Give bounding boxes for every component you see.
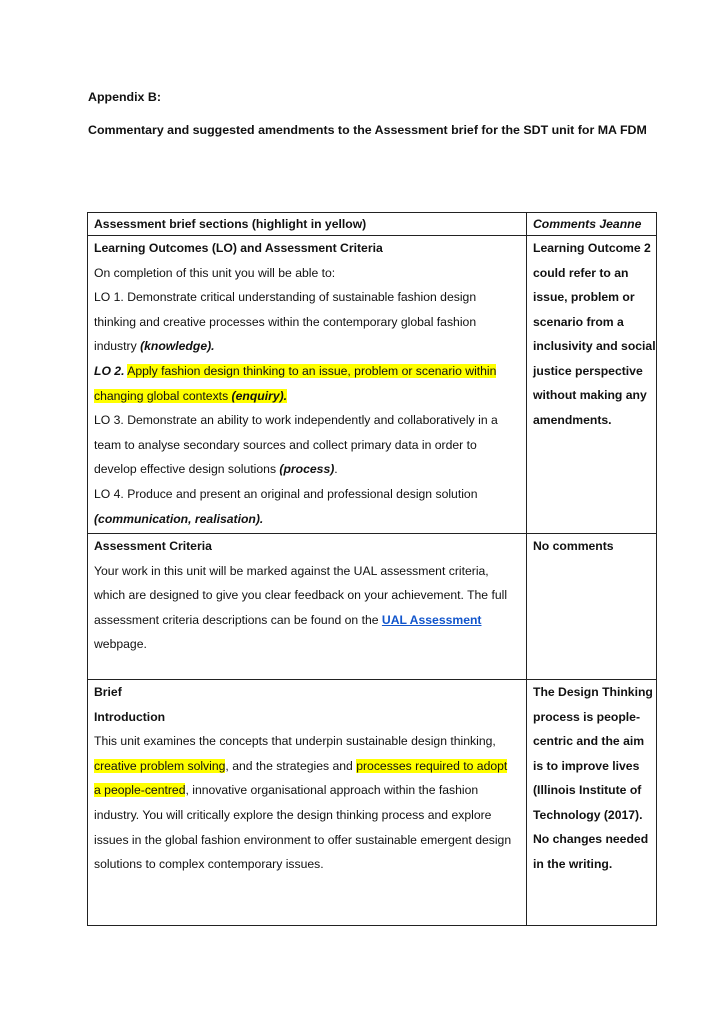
- header-comments-label: Comments Jeanne: [533, 217, 642, 231]
- brief-text: , and the strategies and: [225, 758, 357, 773]
- comment-line: in the writing.: [533, 856, 613, 871]
- comment-line: No comments: [533, 539, 614, 553]
- comment-line: (Illinois Institute of: [533, 783, 642, 797]
- lo-intro: On completion of this unit you will be able to:: [94, 265, 336, 280]
- brief-highlight: creative problem solving: [94, 758, 226, 773]
- comment-line: amendments.: [533, 412, 612, 427]
- comment-line: The Design Thinking: [533, 685, 653, 699]
- lo1-text: industry: [94, 339, 141, 354]
- brief-text: , innovative organisational approach within the fashion: [185, 783, 479, 798]
- comment-line: justice perspective: [533, 363, 643, 378]
- learning-outcomes-heading: Learning Outcomes (LO) and Assessment Criteria: [94, 241, 383, 255]
- assessment-criteria-heading: Assessment Criteria: [94, 539, 212, 553]
- lo2-line: [94, 384, 520, 409]
- brief-cell: [88, 680, 527, 926]
- comment-line: process is people-: [533, 709, 641, 724]
- lo2-label: LO 2.: [94, 363, 125, 378]
- comment-line: is to improve lives: [533, 758, 640, 773]
- brief-heading: Brief: [94, 685, 122, 699]
- lo2-line: [94, 359, 520, 384]
- comment-line: inclusivity and social: [533, 339, 656, 353]
- brief-highlight: processes required to adopt: [356, 758, 508, 773]
- lo4-line: LO 4. Produce and present an original and professional design solution: [94, 486, 478, 501]
- comment-line: without making any: [533, 388, 647, 402]
- lo3-line: LO 3. Demonstrate an ability to work independently and collaboratively in a: [94, 413, 498, 428]
- table-row: [88, 236, 657, 534]
- criteria-line: [94, 608, 520, 633]
- lo4-tag: (communication, realisation).: [94, 511, 264, 526]
- lo3-tag: (process): [279, 462, 335, 477]
- lo3-text: develop effective design solutions: [94, 462, 280, 477]
- table-row: [88, 534, 657, 680]
- lo2-text: changing global contexts: [94, 388, 232, 403]
- comment-line: Technology (2017).: [533, 807, 643, 822]
- comment-line: scenario from a: [533, 314, 624, 329]
- brief-line: industry. You will critically explore the design thinking process and explore: [94, 807, 492, 822]
- lo1-line: LO 1. Demonstrate critical understanding of sustainable fashion design: [94, 290, 477, 305]
- lo1-line: [94, 334, 520, 359]
- brief-highlight: a people-centred: [94, 783, 186, 798]
- comment-line: centric and the aim: [533, 734, 645, 748]
- header-sections-label: Assessment brief sections (highlight in yellow): [94, 217, 367, 231]
- brief-subheading: Introduction: [94, 709, 166, 724]
- assessment-criteria-cell: [88, 534, 527, 680]
- criteria-line: which are designed to give you clear feedback on your achievement. The full: [94, 588, 508, 603]
- comment-line: No changes needed: [533, 832, 649, 846]
- lo2-highlight: Apply fashion design thinking to an issue, problem or scenario within: [127, 363, 497, 378]
- brief-comment-cell: [527, 680, 657, 926]
- comment-line: could refer to an: [533, 265, 629, 280]
- criteria-text: assessment criteria descriptions can be found on the: [94, 612, 382, 627]
- brief-line: issues in the global fashion environment to offer sustainable emergent design: [94, 832, 512, 847]
- table-row: [88, 680, 657, 926]
- lo2-tag: (enquiry).: [231, 388, 288, 403]
- document-subtitle: Commentary and suggested amendments to the Assessment brief for the SDT unit for MA FDM: [88, 123, 647, 137]
- header-comments-cell: [527, 213, 657, 236]
- brief-line: This unit examines the concepts that underpin sustainable design thinking,: [94, 734, 496, 749]
- assessment-brief-table: [87, 212, 657, 926]
- lo1-line: thinking and creative processes within the contemporary global fashion: [94, 314, 477, 329]
- lo2-highlight: [94, 389, 287, 403]
- appendix-title: Appendix B:: [88, 90, 161, 104]
- learning-outcomes-comment-cell: [527, 236, 657, 534]
- lo3-line: team to analyse secondary sources and collect primary data in order to: [94, 437, 477, 452]
- lo3-line: [94, 457, 520, 482]
- criteria-line: webpage.: [94, 637, 147, 652]
- learning-outcomes-cell: [88, 236, 527, 534]
- comment-line: issue, problem or: [533, 290, 635, 304]
- comment-line: Learning Outcome 2: [533, 241, 651, 255]
- header-sections-cell: [88, 213, 527, 236]
- brief-line: [94, 778, 520, 803]
- lo3-end: .: [334, 462, 338, 477]
- brief-line: solutions to complex contemporary issues.: [94, 857, 324, 872]
- assessment-criteria-comment-cell: [527, 534, 657, 680]
- lo1-tag: (knowledge).: [140, 339, 215, 354]
- table-header-row: [88, 213, 657, 236]
- criteria-line: Your work in this unit will be marked against the UAL assessment criteria,: [94, 563, 489, 578]
- ual-assessment-link[interactable]: UAL Assessment: [381, 612, 482, 627]
- brief-line: [94, 754, 520, 779]
